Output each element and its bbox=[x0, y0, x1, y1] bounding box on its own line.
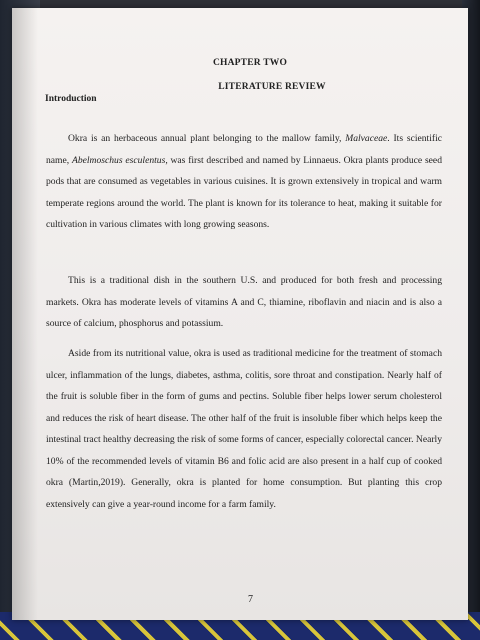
page-number: 7 bbox=[248, 594, 253, 605]
subheading: Introduction bbox=[45, 94, 97, 104]
paragraph-1 bbox=[46, 128, 442, 236]
document-page bbox=[12, 8, 468, 620]
scientific-name: Abelmoschus esculentus bbox=[71, 154, 166, 166]
paragraph-1-text-c: , was first described and named by Linnaeus. Okra plants produce seed pods that are consumed as vegetables in various cuisines. It is grown extensively in tropical and warm temperate regions around the world. The plant is known for its tolerance to heat, making it suitable for cultivation in various climates with long growing seasons. bbox=[46, 154, 442, 230]
paragraph-2: This is a traditional dish in the southern U.S. and produced for both fresh and processing markets. Okra has moderate levels of vitamins A and C, thiamine, riboflavin and niacin and is also a source of calcium, phosphorus and potassium. bbox=[46, 275, 442, 329]
paragraph-3: Aside from its nutritional value, okra is used as traditional medicine for the treatment of stomach ulcer, inflammation of the lungs, diabetes, asthma, colitis, sore throat and constipation. Nearly half of the fruit is soluble fiber in the form of gums and pectins. Soluble fiber helps lower serum cholesterol and reduces the risk of heart disease. The other half of the fruit is insoluble fiber which helps keep the intestinal tract healthy decreasing the risk of some forms of cancer, especially colorectal cancer. Nearly 10% of the recommended levels of vitamin B6 and folic acid are also present in a half cup of cooked okra (Martin,2019). Generally, okra is planted for home consumption. But planting this crop extensively can give a year-round income for a farm family. bbox=[46, 348, 442, 510]
chapter-heading: CHAPTER TWO bbox=[212, 58, 288, 68]
section-title: LITERATURE REVIEW bbox=[218, 82, 326, 92]
paragraph-1-text-b: . Its scientific name, bbox=[46, 133, 442, 166]
paragraph-1-text-a: Okra is an herbaceous annual plant belonging to the mallow family, bbox=[68, 133, 346, 144]
family-name: Malvaceae bbox=[345, 133, 388, 144]
